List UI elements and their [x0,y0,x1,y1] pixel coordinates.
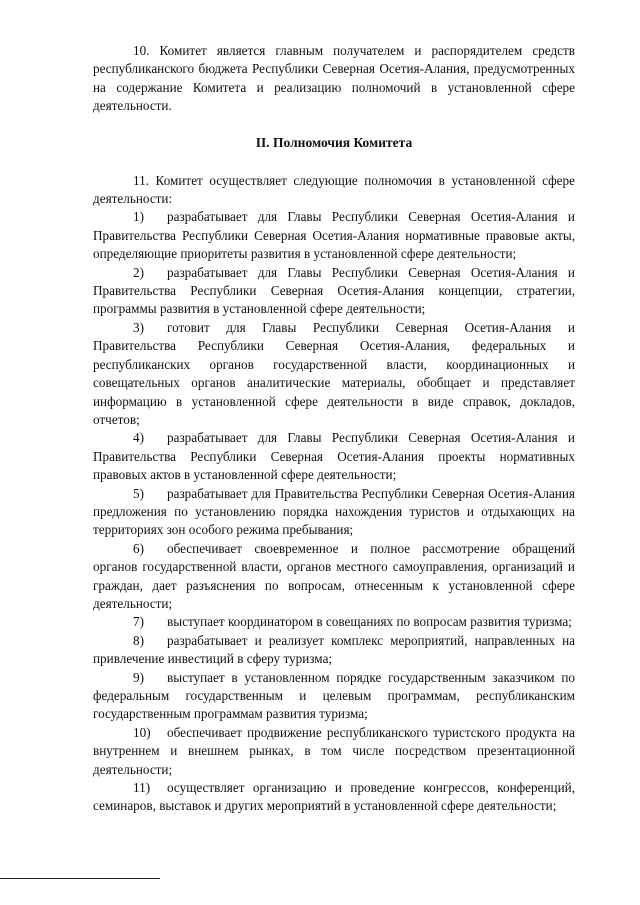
item-text: выступает в установленном порядке государственным заказчиком по федеральным государственным и целевым программам, республиканским государственным программам развития туризма; [93,669,575,722]
item-number: 6) [133,540,144,556]
item-number: 11) [133,780,151,796]
list-item [93,264,575,319]
list-item [93,613,575,631]
item-text: выступает координатором в совещаниях по вопросам развития туризма; [167,614,572,630]
list-item [93,724,575,779]
list-item [93,669,575,724]
section-title: II. Полномочия Комитета [255,134,413,150]
item-number: 3) [133,319,144,335]
item-text: разрабатывает и реализует комплекс мероприятий, направленных на привлечение инвестиций в сферу туризма; [93,632,575,667]
item-text: разрабатывает для Главы Республики Северная Осетия-Алания и Правительства Республики Северная Осетия-Алания концепции, стратегии, программы развития в установленной сфере деятельности; [93,264,575,317]
item-number: 4) [133,430,144,446]
list-item [93,429,575,484]
paragraph-10: 10. Комитет является главным получателем и распорядителем средств республиканского бюджета Республики Северная Осетия-Алания, предусмотренных на содержание Комитета и реализацию полномочий в установленной сфере деятельности. [93,43,575,114]
item-text: осуществляет организацию и проведение конгрессов, конференций, семинаров, выставок и других мероприятий в установленной сфере деятельности; [93,780,575,814]
item-text: разрабатывает для Главы Республики Северная Осетия-Алания и Правительства Республики Северная Осетия-Алания проекты нормативных правовых актов в установленной сфере деятельности; [93,430,575,483]
list-item [93,485,575,540]
document-page [93,42,575,816]
list-item [93,632,575,669]
list-item [93,779,575,816]
item-text: разрабатывает для Главы Республики Северная Осетия-Алания и Правительства Республики Северная Осетия-Алания нормативные правовые акты, определяющие приоритеты развития в установленной сфере деятельности; [93,209,575,262]
footnote-divider [0,878,160,879]
item-number: 5) [133,485,144,501]
item-number: 7) [133,614,144,630]
item-text: разрабатывает для Правительства Республики Северная Осетия-Алания предложения по установлению порядка нахождения туристов и отдыхающих на территориях зон особого режима пребывания; [93,485,575,538]
item-number: 9) [133,669,144,685]
item-number: 8) [133,632,144,648]
list-item [93,540,575,614]
paragraph-11: 11. Комитет осуществляет следующие полномочия в установленной сфере деятельности: [93,172,575,207]
list-item [93,319,575,429]
item-number: 10) [133,724,151,740]
item-text: готовит для Главы Республики Северная Осетия-Алания и Правительства Республики Северная Осетия-Алания, федеральных и республиканских органов государственной власти, координационных и совещательных органов аналитические материалы, обобщает и представляет информацию в установленной сфере деятельности в виде справок, докладов, отчетов; [93,319,575,427]
item-text: обеспечивает продвижение республиканского туристского продукта на внутреннем и внешнем рынках, в том числе посредством презентационной деятельности; [93,724,575,777]
item-number: 1) [133,209,144,225]
item-text: обеспечивает своевременное и полное рассмотрение обращений органов государственной власти, органов местного самоуправления, организаций и граждан, дает разъяснения по вопросам, отнесенным к установленной сфере деятельности; [93,540,575,611]
list-item [93,208,575,263]
item-number: 2) [133,264,144,280]
